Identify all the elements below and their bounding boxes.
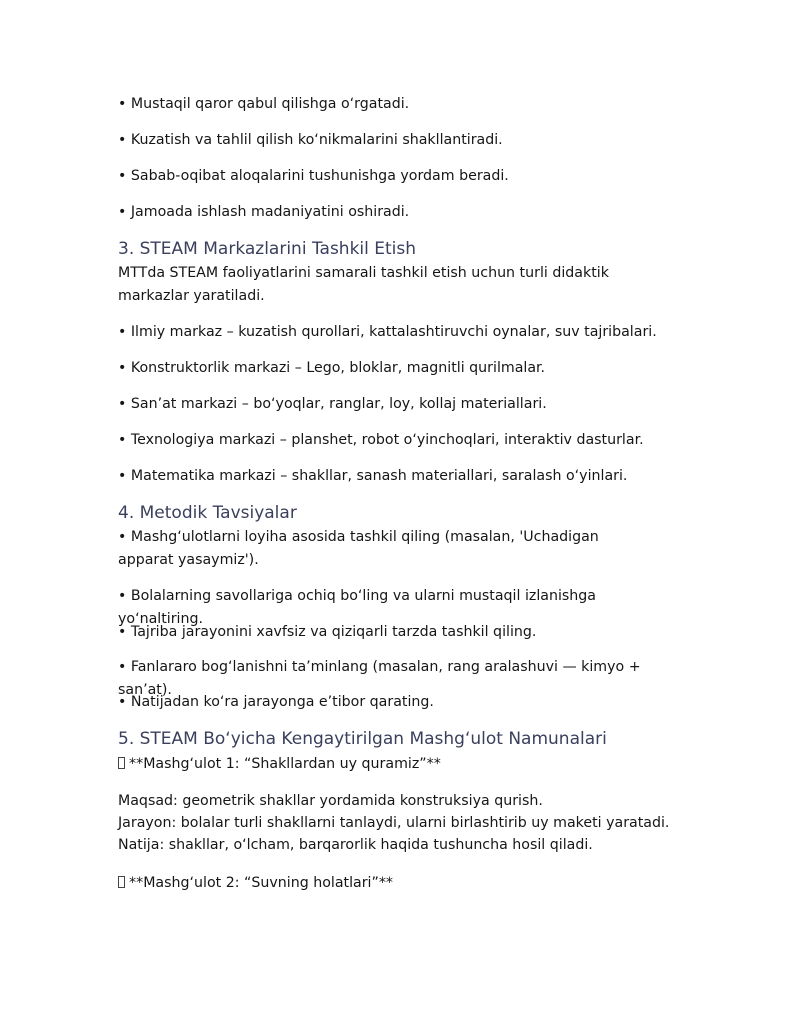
lesson-title-text: **Mashg‘ulot 1: “Shakllardan uy quramiz”**: [129, 756, 441, 772]
lesson-line: Maqsad: geometrik shakllar yordamida konstruksiya qurish.: [118, 793, 543, 809]
bullet-item: • San’at markazi – bo‘yoqlar, ranglar, loy, kollaj materiallari.: [118, 396, 547, 412]
lesson-title: [118, 872, 678, 895]
lesson-title: [118, 753, 678, 776]
bullet-item: • Kuzatish va tahlil qilish ko‘nikmalarini shakllantiradi.: [118, 132, 503, 148]
bullet-item: • Konstruktorlik markazi – Lego, bloklar, magnitli qurilmalar.: [118, 360, 546, 376]
lesson-title-text: **Mashg‘ulot 2: “Suvning holatlari”**: [129, 875, 394, 891]
lesson-line: Jarayon: bolalar turli shakllarni tanlaydi, ularni birlashtirib uy maketi yaratadi.: [118, 815, 670, 831]
bullet-item: • Natijadan ko‘ra jarayonga e’tibor qarating.: [118, 694, 434, 710]
bullet-item: • Tajriba jarayonini xavfsiz va qiziqarli tarzda tashkil qiling.: [118, 624, 537, 640]
section-intro: MTTda STEAM faoliyatlarini samarali tashkil etish uchun turli didaktik markazlar yaratiladi.: [118, 265, 609, 304]
bullet-item: • Ilmiy markaz – kuzatish qurollari, kattalashtiruvchi oynalar, suv tajribalari.: [118, 324, 657, 340]
bullet-item: • Jamoada ishlash madaniyatini oshiradi.: [118, 204, 410, 220]
bullet-item: • Mashg‘ulotlarni loyiha asosida tashkil qiling (masalan, 'Uchadigan apparat yasaymiz').: [118, 529, 599, 568]
bullet-item: • Matematika markazi – shakllar, sanash materiallari, saralash o‘yinlari.: [118, 468, 628, 484]
bullet-item: • Fanlararo bog‘lanishni ta’minlang (masalan, rang aralashuvi — kimyo + san’at).: [118, 659, 641, 698]
lesson-line: Natija: shakllar, o‘lcham, barqarorlik haqida tushuncha hosil qiladi.: [118, 837, 593, 853]
section-heading: 5. STEAM Bo‘yicha Kengaytirilgan Mashg‘ulot Namunalari: [118, 729, 607, 749]
bullet-item: • Sabab-oqibat aloqalarini tushunishga yordam beradi.: [118, 168, 509, 184]
bullet-item: • Texnologiya markazi – planshet, robot o‘yinchoqlari, interaktiv dasturlar.: [118, 432, 644, 448]
missing-glyph-icon: [118, 757, 125, 769]
bullet-item: • Mustaqil qaror qabul qilishga o‘rgatadi.: [118, 96, 410, 112]
section-heading: 4. Metodik Tavsiyalar: [118, 503, 297, 523]
missing-glyph-icon: [118, 876, 125, 888]
bullet-item: • Bolalarning savollariga ochiq bo‘ling va ularni mustaqil izlanishga yo‘naltiring.: [118, 588, 596, 627]
section-heading: 3. STEAM Markazlarini Tashkil Etish: [118, 239, 417, 259]
